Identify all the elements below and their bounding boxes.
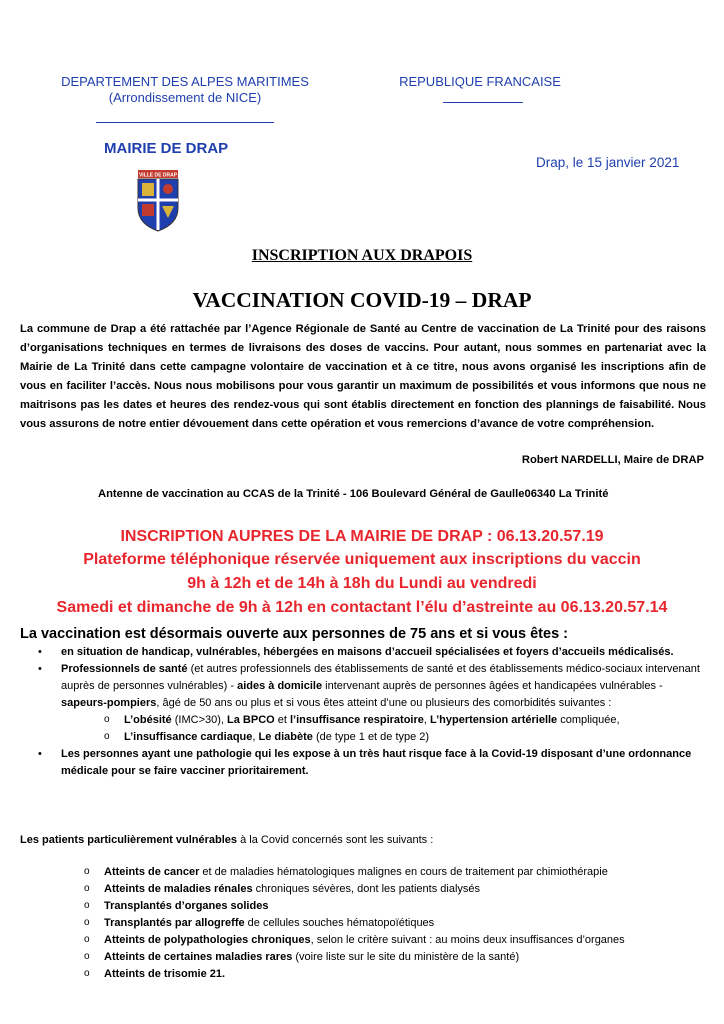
department-header [40, 74, 330, 106]
red-info-line-3: 9h à 12h et de 14h à 18h du Lundi au vendredi [187, 575, 537, 592]
list-item: o Transplantés par allogreffe de cellules souches hématopoïétiques [0, 915, 724, 932]
bullet-handicap: en situation de handicap, vulnérables, hébergées en maisons d’accueil spécialisées et foyers d’accueils médicalisés. [61, 646, 674, 658]
list-item: o Atteints de certaines maladies rares (voire liste sur le site du ministère de la santé) [0, 949, 724, 966]
patients-heading: Les patients particulièrement vulnérables à la Covid concernés sont les suivants : [20, 834, 434, 846]
eligibility-list [20, 644, 710, 780]
mairie-title: MAIRIE DE DRAP [104, 140, 229, 157]
republic-rule [443, 102, 523, 103]
list-item: o Atteints de maladies rénales chroniques sévères, dont les patients dialysés [0, 881, 724, 898]
list-item: o Atteints de trisomie 21. [0, 966, 724, 983]
city-crest-icon [134, 170, 182, 232]
intro-paragraph: La commune de Drap a été rattachée par l’Agence Régionale de Santé au Centre de vaccination de La Trinité pour des raisons d’organisations techniques en termes de livraisons des doses de vaccins. Pour autant, nous sommes en partenariat avec la Mairie de La Trinité dans cette campagne volontaire de vaccination et à ce titre, nous avons organisé les inscriptions afin de vous en faciliter l’accès. Nous nous mobilisons pour vous garantir un maximum de possibilités et vous informons que nous ne maitrisons pas les dates et heures des rendez-vous qui sont établis directement en fonction des plannings de faisabilité. Nous vous assurons de notre entier dévouement dans cette opération et vous remercions d’avance de votre compréhension. [20, 323, 706, 430]
republic-header: REPUBLIQUE FRANCAISE [399, 74, 561, 89]
inscription-title: INSCRIPTION AUX DRAPOIS [251, 247, 473, 264]
list-item [20, 644, 710, 661]
red-info-line-1: INSCRIPTION AUPRES DE LA MAIRIE DE DRAP : 06.13.20.57.19 [120, 528, 604, 545]
letter-date: Drap, le 15 janvier 2021 [536, 155, 680, 170]
arrondissement: (Arrondissement de NICE) [108, 90, 262, 105]
red-info-line-2: Plateforme téléphonique réservée uniquement aux inscriptions du vaccin [83, 551, 641, 568]
patients-list [0, 864, 724, 983]
list-item: • Professionnels de santé (et autres professionnels des établissements de santé et des établissements médico-sociaux intervenant auprès de personnes vulnérables) - aides à domicile intervenant auprès de personnes âgées et handicapées vulnérables - sapeurs-pompiers, âgé de 50 ans ou plus et si vous êtes atteint d’une ou plusieurs des comorbidités suivantes : [20, 661, 710, 712]
svg-text:VILLE DE DRAP: VILLE DE DRAP [138, 172, 178, 179]
department-rule [96, 122, 274, 123]
red-info-line-4: Samedi et dimanche de 9h à 12h en contactant l’élu d’astreinte au 06.13.20.57.14 [56, 599, 668, 616]
antenne-address: Antenne de vaccination au CCAS de la Trinité - 106 Boulevard Général de Gaulle06340 La Trinité [98, 488, 609, 500]
department-name: DEPARTEMENT DES ALPES MARITIMES [61, 74, 309, 89]
list-item: o Transplantés d’organes solides [0, 898, 724, 915]
list-item: • Les personnes ayant une pathologie qui les expose à un très haut risque face à la Covid-19 disposant d’une ordonnance médicale pour se faire vacciner prioritairement. [20, 746, 710, 780]
list-item: o L’insuffisance cardiaque, Le diabète (de type 1 et de type 2) [20, 729, 710, 746]
vaccination-title: VACCINATION COVID-19 – DRAP [192, 288, 532, 312]
list-item: o Atteints de polypathologies chroniques, selon le critère suivant : au moins deux insuffisances d’organes [0, 932, 724, 949]
list-item: o L’obésité (IMC>30), La BPCO et l’insuffisance respiratoire, L’hypertension artérielle compliquée, [20, 712, 710, 729]
list-item: o Atteints de cancer et de maladies hématologiques malignes en cours de traitement par chimiothérapie [0, 864, 724, 881]
mayor-signature: Robert NARDELLI, Maire de DRAP [521, 454, 704, 466]
open-heading: La vaccination est désormais ouverte aux personnes de 75 ans et si vous êtes : [20, 626, 568, 642]
